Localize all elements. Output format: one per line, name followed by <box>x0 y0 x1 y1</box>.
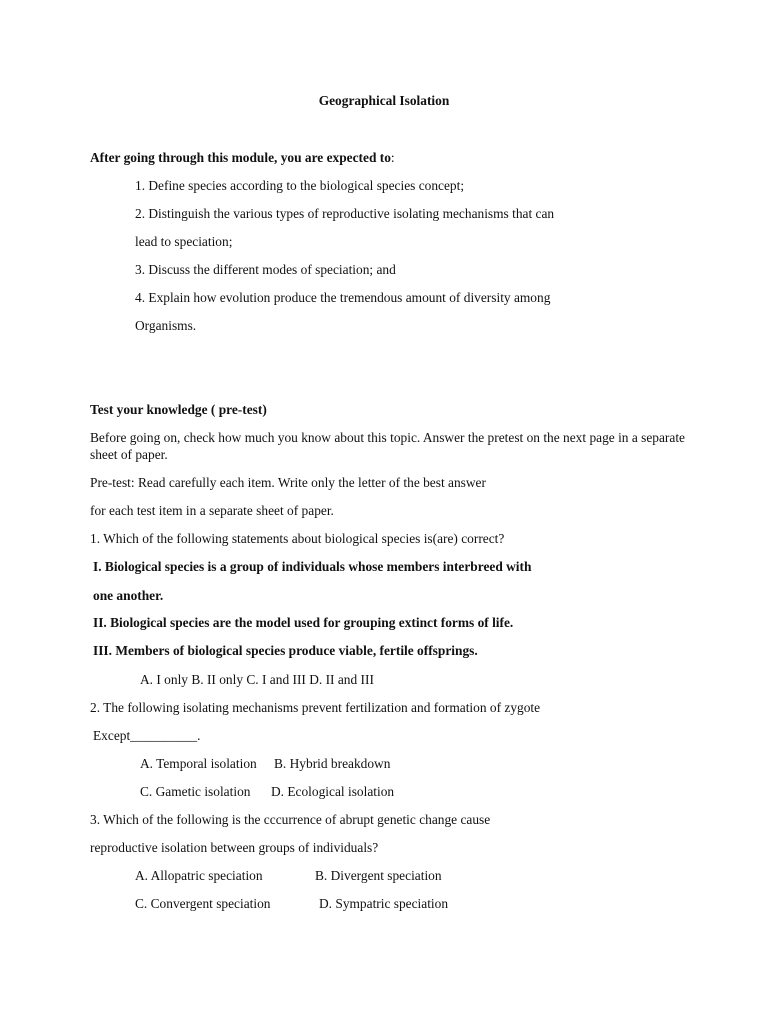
question-2-stem: 2. The following isolating mechanisms prevent fertilization and formation of zygote <box>90 700 541 715</box>
document-title: Geographical Isolation <box>318 93 450 108</box>
question-2-choice-d: D. Ecological isolation <box>271 784 395 799</box>
objective-item-4-cont: Organisms. <box>135 318 197 333</box>
pretest-directions-2: for each test item in a separate sheet of paper. <box>90 503 334 518</box>
objective-item-3: 3. Discuss the different modes of speciation; and <box>135 262 396 277</box>
question-1-statement-3: III. Members of biological species produce viable, fertile offsprings. <box>93 643 478 658</box>
question-3-stem: 3. Which of the following is the cccurrence of abrupt genetic change cause <box>90 812 491 827</box>
objectives-intro-colon: : <box>390 150 395 165</box>
question-3-stem-cont: reproductive isolation between groups of individuals? <box>90 840 379 855</box>
question-1-choices: A. I only B. II only C. I and III D. II and III <box>140 672 374 687</box>
objective-item-2: 2. Distinguish the various types of reproductive isolating mechanisms that can <box>135 206 555 221</box>
question-1-stem: 1. Which of the following statements about biological species is(are) correct? <box>90 531 505 546</box>
objectives-intro <box>90 150 395 166</box>
question-1-statement-2: II. Biological species are the model used for grouping extinct forms of life. <box>93 615 514 630</box>
pretest-directions-1: Pre-test: Read carefully each item. Write only the letter of the best answer <box>90 475 486 490</box>
question-2-choice-c: C. Gametic isolation <box>140 784 251 799</box>
question-2-choice-a: A. Temporal isolation <box>140 756 257 771</box>
question-1-statement-1-cont: one another. <box>93 588 164 603</box>
question-3-choice-a: A. Allopatric speciation <box>135 868 263 883</box>
objective-item-2-cont: lead to speciation; <box>135 234 233 249</box>
question-1-statement-1: I. Biological species is a group of individuals whose members interbreed with <box>93 559 532 574</box>
question-3-choice-c: C. Convergent speciation <box>135 896 271 911</box>
question-2-choice-b: B. Hybrid breakdown <box>274 756 391 771</box>
question-3-choice-d: D. Sympatric speciation <box>319 896 449 911</box>
objectives-intro-text: After going through this module, you are expected to <box>90 150 391 165</box>
objective-item-1: 1. Define species according to the biological species concept; <box>135 178 465 193</box>
question-2-stem-cont: Except__________. <box>93 728 201 743</box>
objective-item-4: 4. Explain how evolution produce the tremendous amount of diversity among <box>135 290 551 305</box>
question-3-choice-b: B. Divergent speciation <box>315 868 442 883</box>
pretest-heading: Test your knowledge ( pre-test) <box>90 402 267 417</box>
pretest-instructions: Before going on, check how much you know about this topic. Answer the pretest on the next page in a separate sheet of paper. <box>90 430 685 462</box>
